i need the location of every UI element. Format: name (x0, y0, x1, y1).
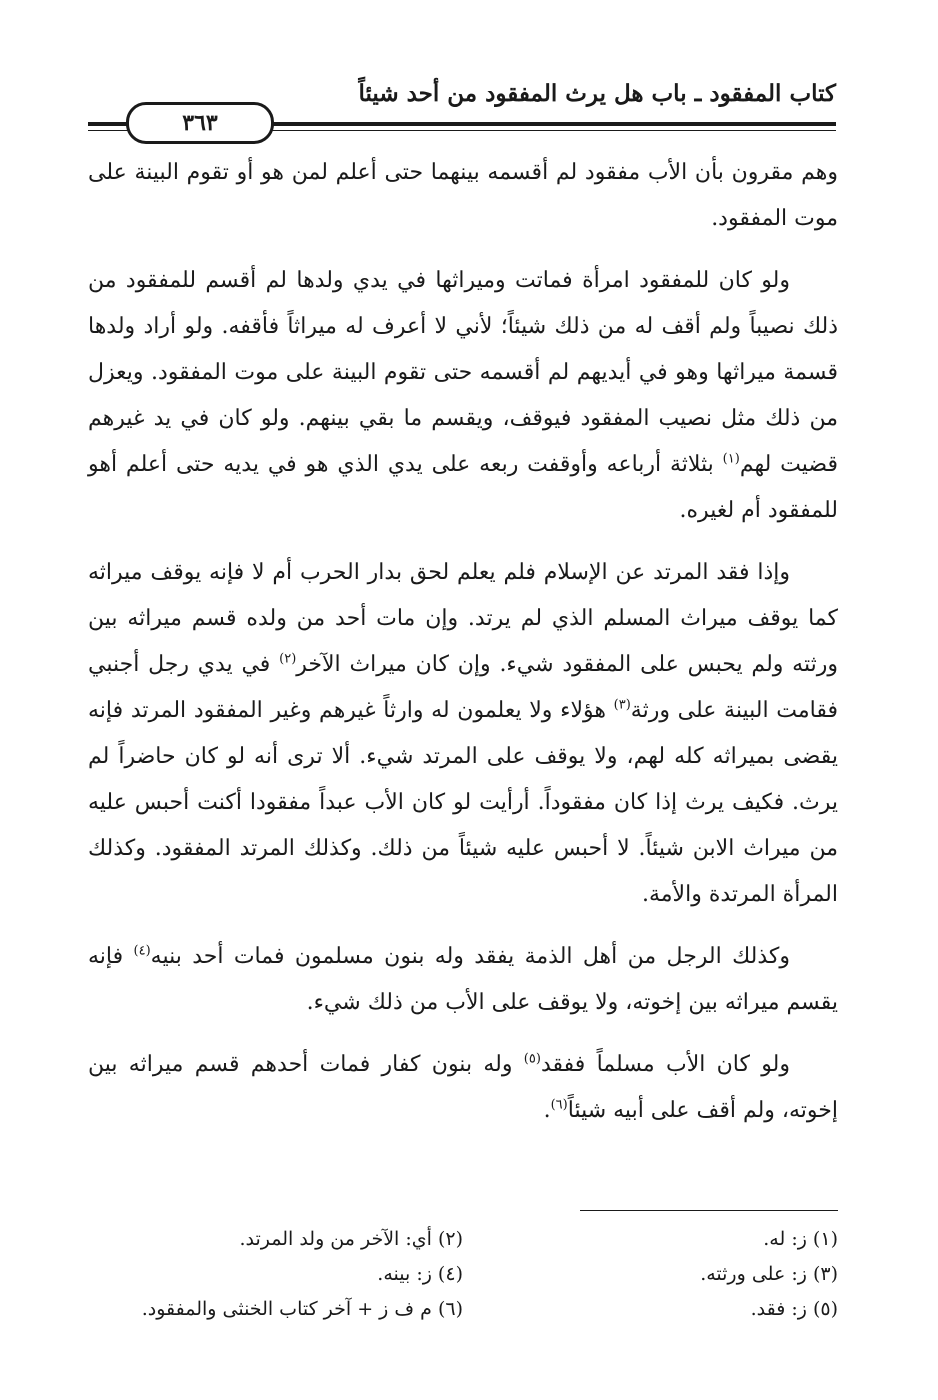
text-run: بثلاثة أرباعه وأوقفت ربعه على يدي الذي هو في يديه حتى أعلم أهو للمفقود أم لغيره. (88, 452, 838, 523)
text-run: وله بنون كفار فمات أحدهم قسم ميراثه بين إخوته، ولم أقف على أبيه شيئاً (88, 1052, 838, 1123)
footnote: (٥) ز: فقد. (750, 1298, 838, 1320)
paragraph (88, 150, 838, 242)
running-title: كتاب المفقود ـ باب هل يرث المفقود من أحد شيئاً (358, 80, 836, 107)
text-run: في يدي رجل أجنبي فقامت البينة على ورثة (88, 652, 838, 723)
paragraph (88, 258, 838, 534)
footnote-marker: (٣) (613, 697, 631, 713)
footnote: (٢) أي: الآخر من ولد المرتد. (239, 1228, 463, 1250)
footnote-marker: (١) (722, 451, 740, 467)
footnote: (٤) ز: بينه. (377, 1263, 463, 1285)
footnote-marker: (٥) (523, 1051, 541, 1067)
text-run: وكذلك الرجل من أهل الذمة يفقد وله بنون مسلمون فمات أحد بنيه (150, 944, 791, 969)
footnote-separator (580, 1210, 838, 1211)
footnote: (٦) م ف ز + آخر كتاب الخنثى والمفقود. (141, 1298, 463, 1320)
main-text (88, 150, 838, 1150)
text-run: وإذا فقد المرتد عن الإسلام فلم يعلم لحق بدار الحرب أم لا فإنه يوقف ميراثه كما يوقف ميراث المسلم الذي لم يرتد. وإن مات أحد من ولده قسم ميراثه بين ورثته ولم يحبس على المفقود شيء. وإن كان ميراث الآخر (88, 560, 838, 677)
footnote-marker: (٢) (279, 651, 297, 667)
text-run: فإنه يقسم ميراثه بين إخوته، ولا يوقف على الأب من ذلك شيء. (88, 944, 838, 1015)
page-header (88, 78, 836, 138)
paragraph (88, 550, 838, 918)
footnote: (١) ز: له. (763, 1228, 838, 1250)
paragraph (88, 934, 838, 1026)
text-run: . (543, 1098, 551, 1123)
page-number: ٣٦٣ (126, 102, 274, 144)
footnote-marker: (٤) (133, 943, 151, 959)
footnotes (88, 1222, 838, 1327)
text-run: ولو كان للمفقود امرأة فماتت وميراثها في يدي ولدها لم أقسم للمفقود من ذلك نصيباً ولم أقف له من ذلك شيئاً؛ لأني لا أعرف له ميراثاً فأقفه. ولو أراد ولدها قسمة ميراثها وهو في أيديهم لم أقسمه حتى تقوم البينة على موت المفقود. ويعزل من ذلك مثل نصيب المفقود فيوقف، ويقسم ما بقي بينهم. ولو كان في يد غيرهم قضيت لهم (88, 268, 838, 477)
paragraph (88, 1042, 838, 1134)
footnote: (٣) ز: على ورثته. (700, 1263, 838, 1285)
footnote-row (88, 1257, 838, 1292)
text-run: ولو كان الأب مسلماً ففقد (540, 1052, 790, 1077)
footnote-row (88, 1292, 838, 1327)
text-run: وهم مقرون بأن الأب مفقود لم أقسمه بينهما حتى أعلم لمن هو أو تقوم البينة على موت المفقود. (88, 160, 838, 231)
footnote-marker: (٦) (550, 1097, 568, 1113)
footnote-row (88, 1222, 838, 1257)
text-run: هؤلاء ولا يعلمون له وارثاً غيرهم وغير المفقود المرتد فإنه يقضى بميراثه كله لهم، ولا يوقف على المرتد شيء. ألا ترى أنه لو كان حاضراً لم يرث. فكيف يرث إذا كان مفقوداً. أرأيت لو كان الأب عبداً مفقودا أكنت أحبس عليه من ميراث الابن شيئاً. لا أحبس عليه شيئاً من ذلك. وكذلك المرتد المفقود. وكذلك المرأة المرتدة والأمة. (88, 698, 838, 907)
